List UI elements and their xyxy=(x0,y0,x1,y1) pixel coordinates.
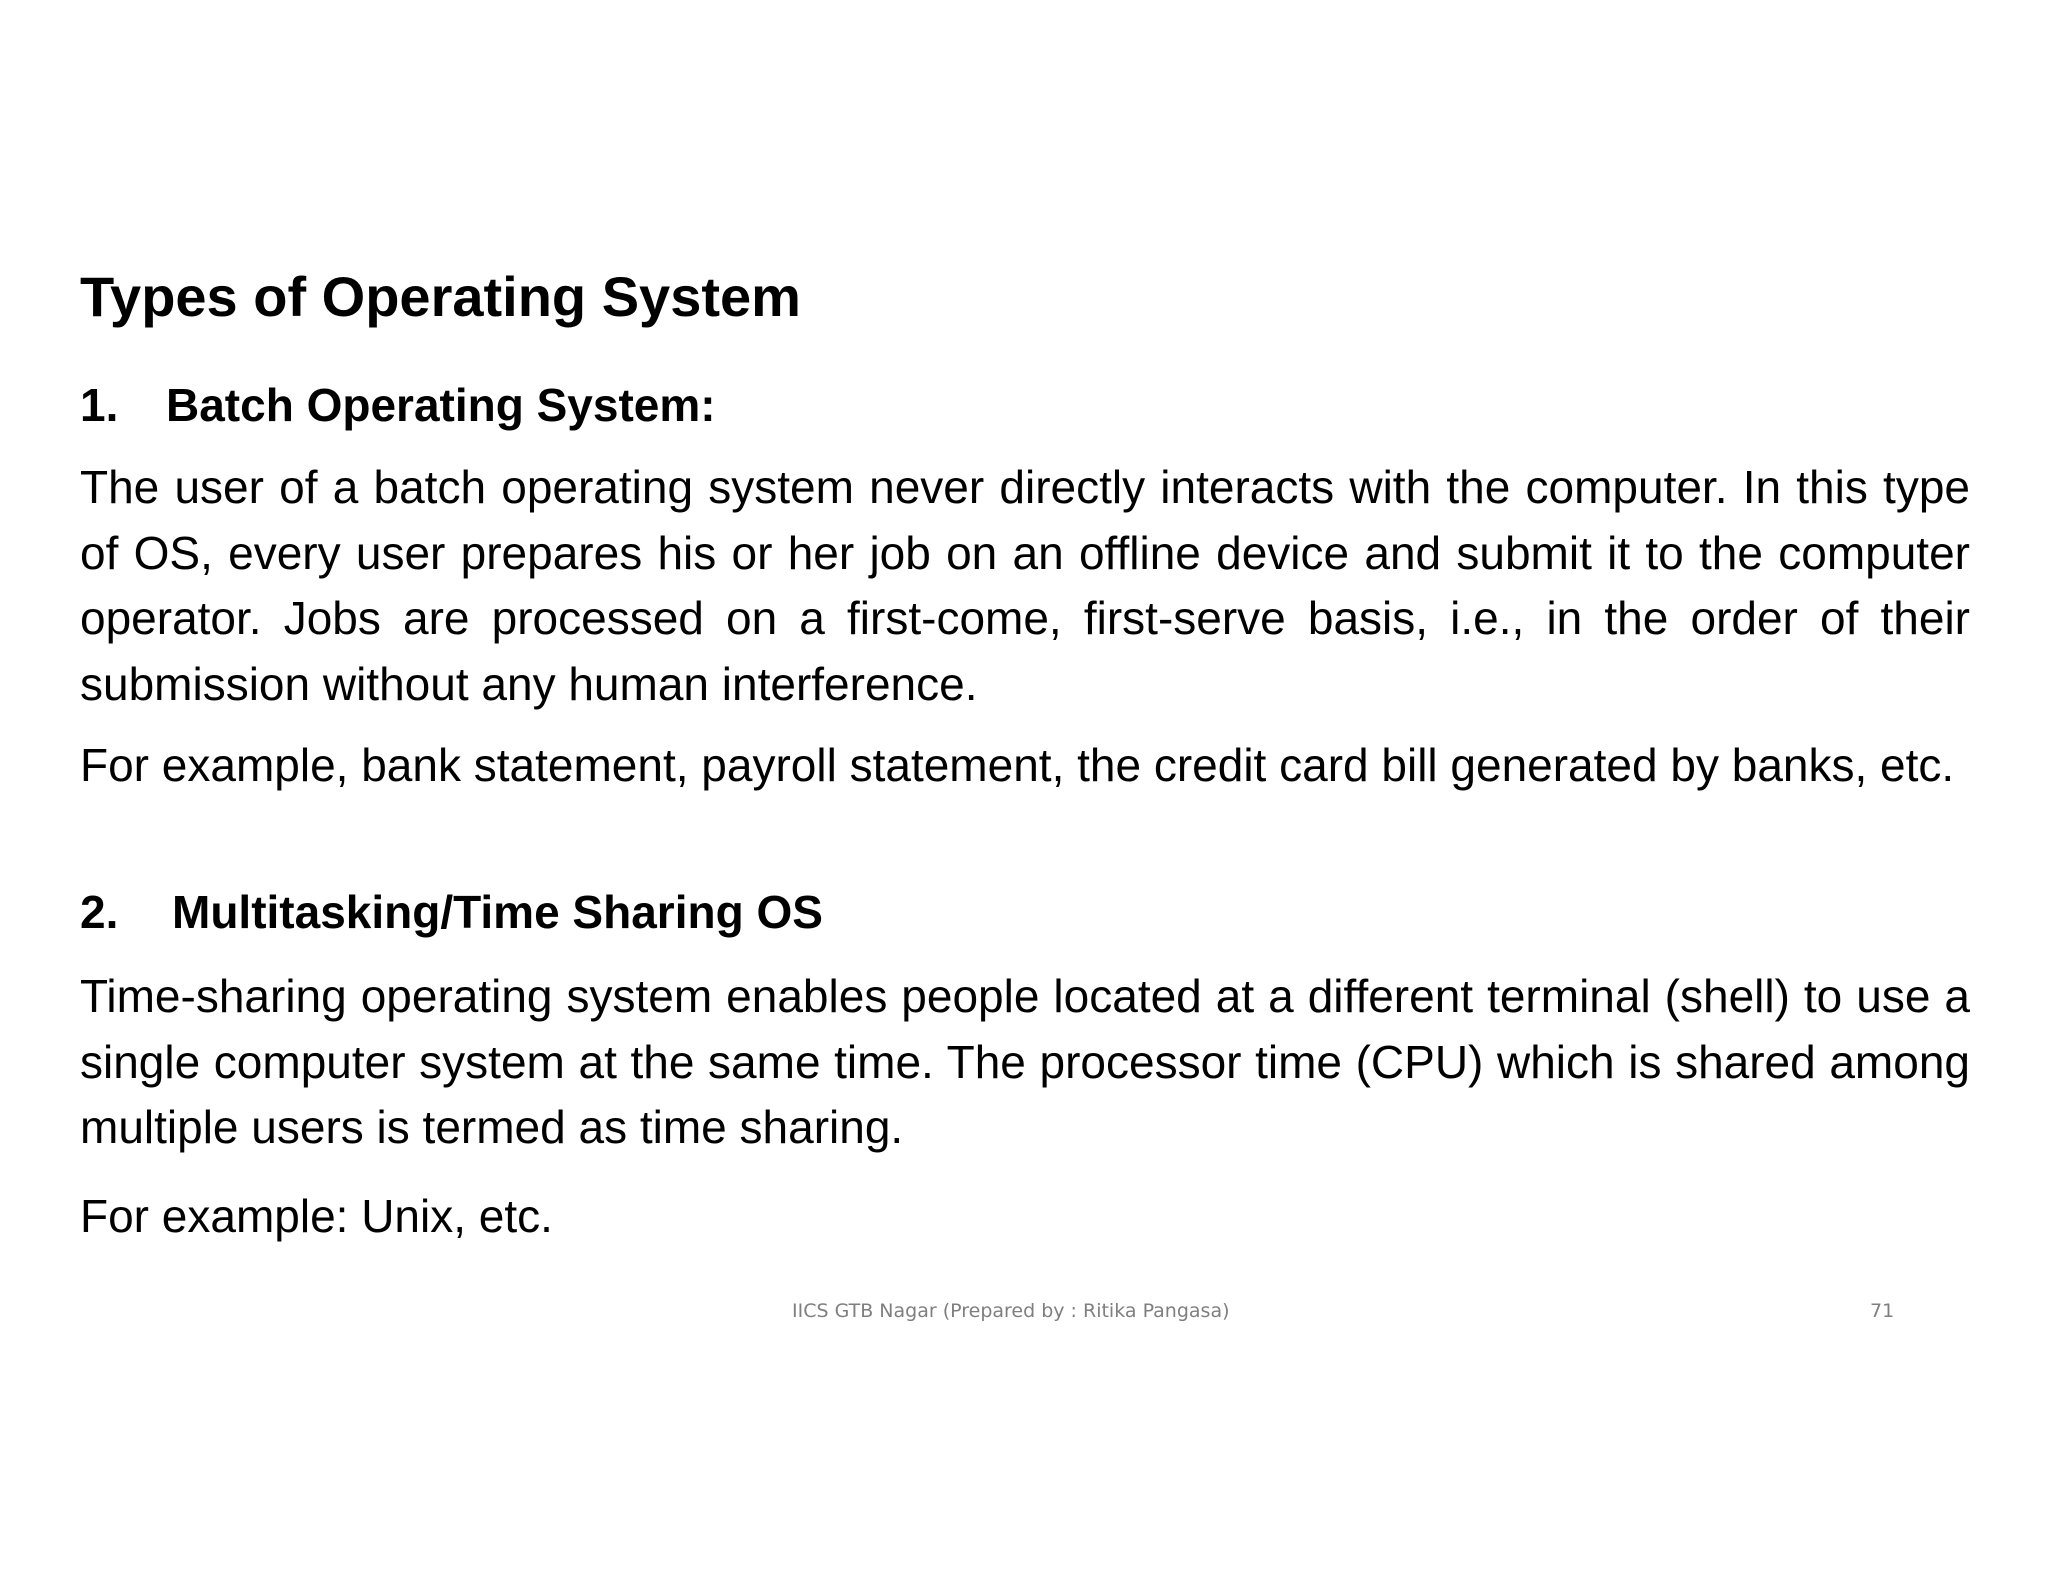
slide-title: Types of Operating System xyxy=(80,265,801,328)
time-sharing-example: For example: Unix, etc. xyxy=(80,1190,553,1242)
section-number: 2. xyxy=(80,886,119,938)
footer-text: IICS GTB Nagar (Prepared by : Ritika Pangasa) xyxy=(792,1300,1230,1322)
section-heading-text: Multitasking/Time Sharing OS xyxy=(172,886,823,938)
section-number: 1. xyxy=(80,379,119,431)
section-heading-text: Batch Operating System: xyxy=(166,379,716,431)
section-heading-time-sharing-os xyxy=(80,882,823,942)
page-number: 71 xyxy=(1870,1300,1895,1322)
batch-os-example: For example, bank statement, payroll statement, the credit card bill generated by banks, etc. xyxy=(80,739,1955,791)
section-heading-batch-os xyxy=(80,375,716,435)
batch-os-description: The user of a batch operating system never directly interacts with the computer. In this type of OS, every user prepares his or her job on an offline device and submit it to the computer operator. Jobs are processed on a first-come, first-serve basis, i.e., in the order of their submission without any human interference. xyxy=(80,461,1970,710)
time-sharing-description: Time-sharing operating system enables people located at a different terminal (shell) to use a single computer system at the same time. The processor time (CPU) which is shared among multiple users is termed as time sharing. xyxy=(80,970,1970,1153)
